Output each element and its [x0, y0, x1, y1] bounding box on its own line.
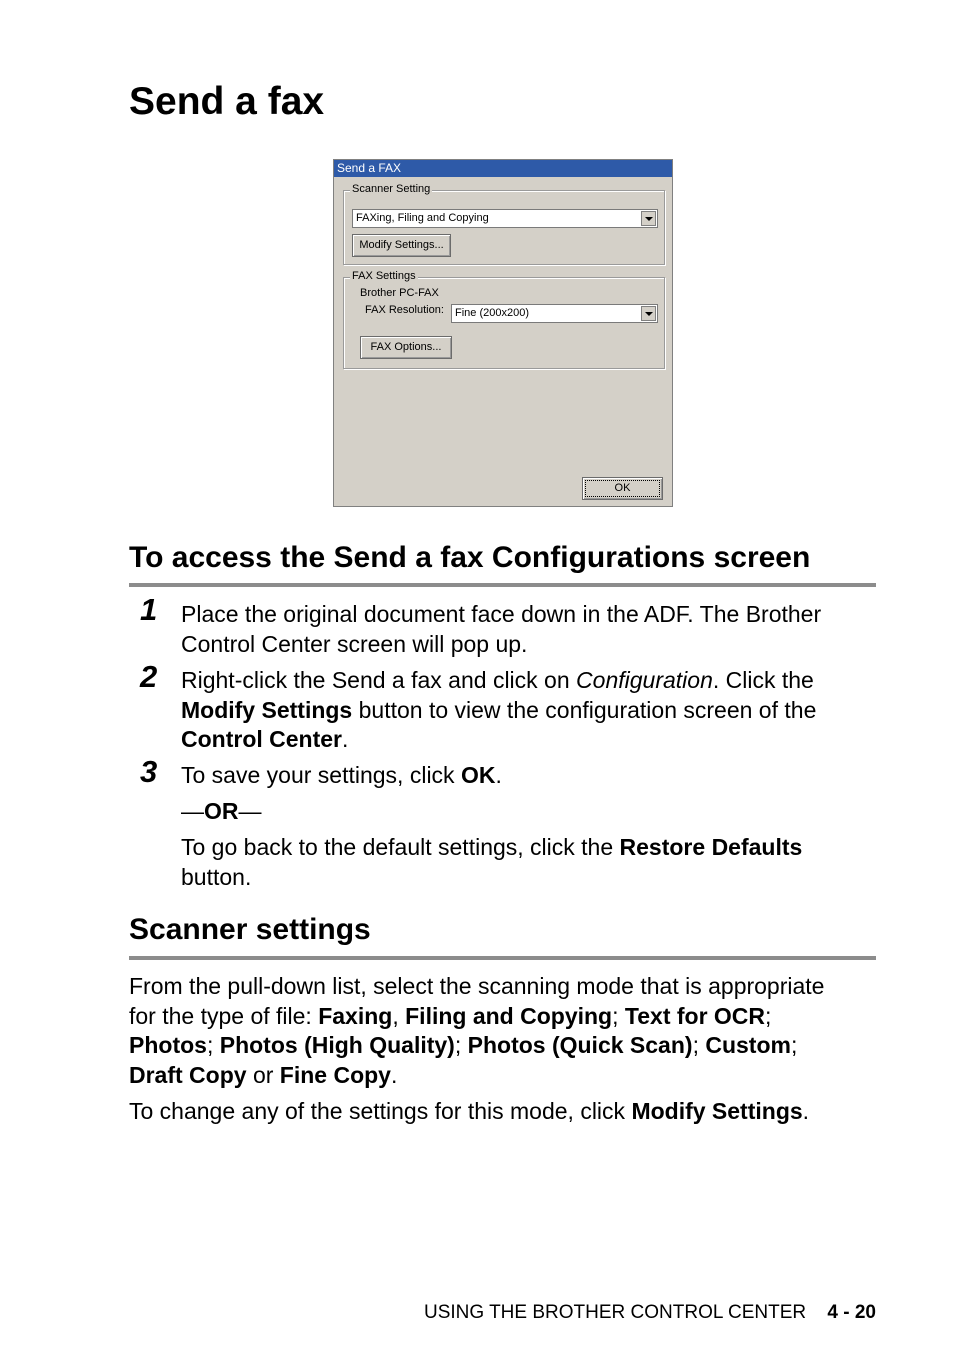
step-1-text: [181, 600, 821, 659]
separator: ;: [206, 1032, 220, 1058]
separator: ;: [612, 1002, 625, 1029]
modify-settings-term: Modify Settings: [631, 1098, 803, 1124]
scanner-setting-label: Scanner Setting: [352, 183, 431, 195]
fax-options-button[interactable]: FAX Options...: [360, 336, 452, 359]
step-2-text: [181, 666, 816, 755]
step-2-text-run: button to view the configuration screen of the: [352, 696, 817, 723]
step-1-line: Control Center screen will pop up.: [181, 630, 528, 657]
mode-term: Draft Copy: [129, 1061, 247, 1088]
resolution-value: Fine (200x200): [455, 307, 529, 319]
scanner-text-run: for the type of file:: [129, 1002, 319, 1029]
page-footer: [424, 1302, 876, 1324]
resolution-label: FAX Resolution:: [365, 304, 444, 316]
scanner-mode-select[interactable]: [352, 209, 658, 228]
separator: ;: [454, 1032, 468, 1058]
step-2-text-run: .: [342, 726, 349, 752]
dash: —: [181, 798, 204, 824]
chevron-down-icon[interactable]: [641, 306, 656, 321]
modify-paragraph: [129, 1097, 809, 1127]
separator: ,: [392, 1002, 406, 1029]
configuration-term: Configuration: [576, 667, 713, 693]
or-term: OR: [204, 798, 239, 824]
send-fax-dialog: [333, 159, 673, 507]
separator: ;: [790, 1032, 798, 1058]
step-2-text-run: . Click the: [712, 667, 814, 693]
mode-term: Fine Copy: [279, 1061, 391, 1088]
footer-chapter: USING THE BROTHER CONTROL CENTER: [423, 1302, 807, 1323]
modify-text-run: To change any of the settings for this mode, click: [129, 1098, 632, 1124]
modify-settings-button[interactable]: Modify Settings...: [352, 234, 451, 257]
control-center-term: Control Center: [181, 726, 342, 752]
scanner-paragraph: [129, 972, 824, 1090]
restore-defaults-text: [181, 833, 802, 892]
separator: ;: [692, 1032, 706, 1058]
section-rule: [129, 583, 876, 587]
mode-term: Faxing: [318, 1002, 393, 1029]
step-1-line: Place the original document face down in the ADF. The Brother: [181, 601, 822, 627]
restore-text-run: button.: [181, 863, 252, 890]
separator: or: [246, 1061, 280, 1088]
step-3-text-run: .: [495, 762, 502, 788]
modify-settings-term: Modify Settings: [181, 696, 353, 723]
dash: —: [238, 798, 262, 824]
section-heading-scanner: Scanner settings: [129, 913, 371, 946]
restore-text-run: To go back to the default settings, click the: [181, 834, 620, 860]
mode-term: Photos (High Quality): [219, 1032, 455, 1058]
mode-term: Text for OCR: [624, 1002, 766, 1029]
restore-defaults-term: Restore Defaults: [619, 834, 803, 860]
footer-page-number: 4 - 20: [827, 1302, 876, 1323]
ok-button[interactable]: OK: [582, 477, 663, 500]
section-heading-access: To access the Send a fax Configurations screen: [129, 541, 811, 574]
ok-term: OK: [460, 762, 496, 788]
scanner-text-run: From the pull-down list, select the scanning mode that is appropriate: [129, 973, 825, 999]
resolution-select[interactable]: [451, 304, 658, 323]
step-3-text-run: To save your settings, click: [181, 762, 461, 788]
step-number: 2: [140, 659, 158, 694]
fax-settings-group: [343, 270, 665, 369]
mode-term: Filing and Copying: [405, 1002, 613, 1029]
separator: .: [390, 1061, 398, 1088]
scanner-mode-value: FAXing, Filing and Copying: [356, 212, 489, 224]
scanner-setting-group: [343, 183, 665, 265]
fax-settings-label: FAX Settings: [352, 270, 416, 282]
chevron-down-icon[interactable]: [641, 211, 656, 226]
section-rule: [129, 956, 876, 960]
page-title: Send a fax: [129, 80, 325, 123]
step-2-text-run: Right-click the Send a fax and click on: [181, 667, 577, 693]
or-separator: [181, 797, 262, 827]
dialog-title: Send a FAX: [334, 160, 672, 177]
device-label: Brother PC-FAX: [360, 287, 439, 299]
mode-term: Photos: [129, 1032, 207, 1058]
mode-term: Photos (Quick Scan): [467, 1032, 693, 1058]
separator: ;: [765, 1002, 772, 1029]
step-number: 1: [140, 592, 158, 627]
mode-term: Custom: [705, 1032, 791, 1058]
step-number: 3: [140, 754, 158, 789]
step-3-text: [181, 761, 502, 791]
modify-text-run: .: [802, 1098, 810, 1124]
